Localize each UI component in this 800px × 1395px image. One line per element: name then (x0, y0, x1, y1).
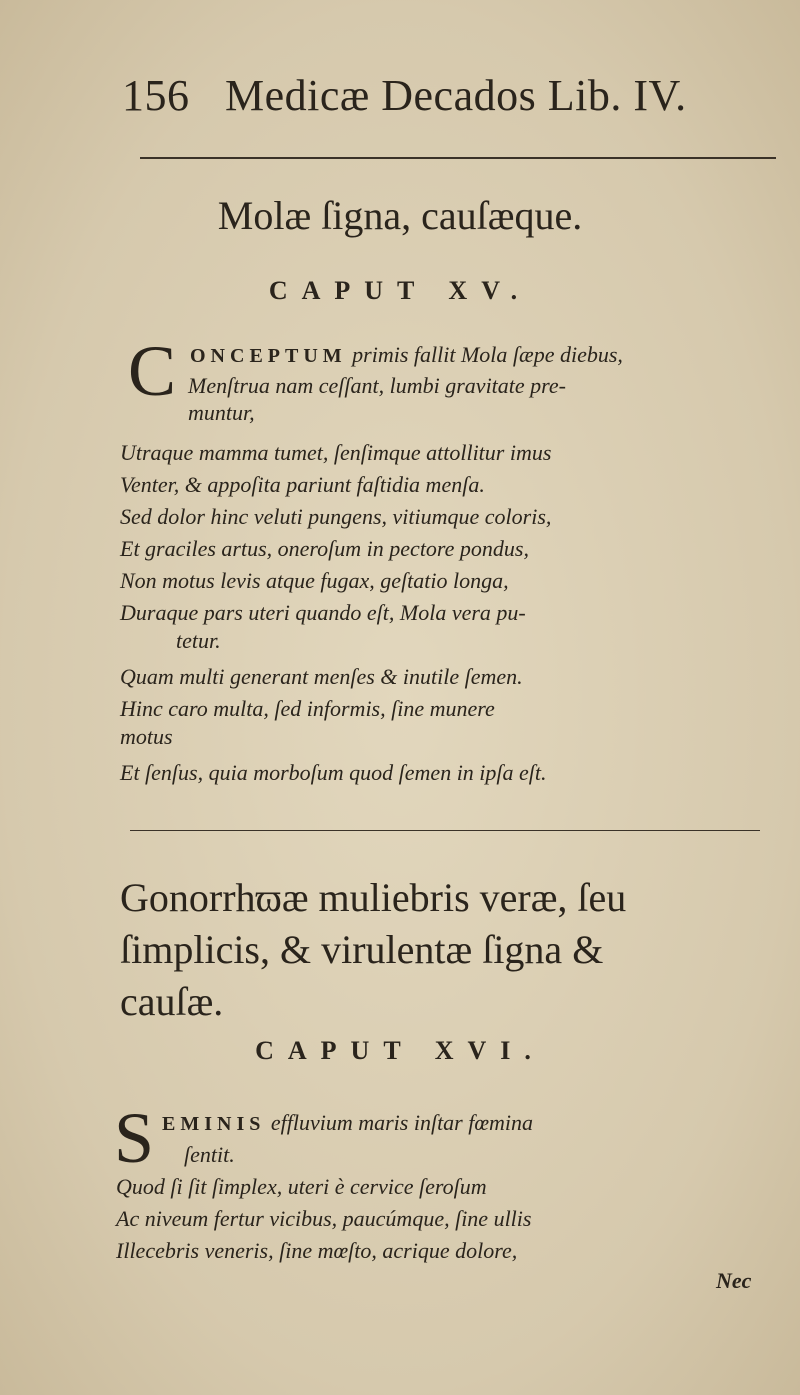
verse-line: Ac niveum fertur vicibus, paucúmque, ſine ullis (116, 1206, 532, 1231)
verse-line (190, 342, 800, 368)
page-header (122, 70, 742, 121)
verse-line: motus (120, 724, 173, 749)
section-divider-rule (130, 830, 760, 831)
section-title-line: Gonorrhϖæ muliebris veræ, ſeu (120, 875, 627, 920)
header-rule (140, 157, 776, 159)
verse-line: Non motus levis atque fugax, geſtatio longa, (120, 568, 509, 593)
chapter-heading-xv: CAPUT XV. (268, 276, 532, 305)
page-number: 156 (122, 71, 190, 120)
verse-lead-word: EMINIS (162, 1113, 266, 1135)
verse-line: Utraque mamma tumet, ſenſimque attollitur imus (120, 440, 552, 465)
section-title-gonorrhoea (120, 872, 780, 1028)
verse-line: Menſtrua nam ceſſant, lumbi gravitate pre- (188, 373, 567, 398)
verse-line: muntur, (188, 400, 255, 425)
verse-text: primis fallit Mola ſæpe diebus, (346, 342, 623, 367)
verse-line: Illecebris veneris, ſine mœſto, acrique dolore, (116, 1238, 518, 1263)
verse-line: Hinc caro multa, ſed informis, ſine munere (120, 696, 495, 721)
verse-line: Sed dolor hinc veluti pungens, vitiumque coloris, (120, 504, 552, 529)
drop-cap-c: C (128, 331, 177, 411)
verse-lead-word: ONCEPTUM (190, 345, 347, 367)
running-title: Medicæ Decados Lib. IV. (225, 71, 687, 120)
section-title-mola: Molæ ſigna, cauſæque. (217, 193, 583, 238)
drop-cap-s: S (114, 1098, 155, 1178)
chapter-heading-xvi: CAPUT XVI. (255, 1036, 545, 1065)
verse-text: effluvium maris inſtar fœmina (265, 1110, 534, 1135)
verse-line: Duraque pars uteri quando eſt, Mola vera pu- (120, 600, 526, 625)
verse-line: Quod ſi ſit ſimplex, uteri è cervice ſeroſum (116, 1174, 487, 1199)
verse-line: Et graciles artus, oneroſum in pectore pondus, (120, 536, 529, 561)
verse-line: Et ſenſus, quia morboſum quod ſemen in ipſa eſt. (120, 760, 547, 785)
verse-line: ſentit. (184, 1142, 235, 1167)
section-title-line: cauſæ. (120, 979, 224, 1024)
verse-line: Quam multi generant menſes & inutile ſemen. (120, 664, 523, 689)
verse-line: tetur. (176, 628, 221, 653)
verse-line: Venter, & appoſita pariunt faſtidia menſa. (120, 472, 485, 497)
verse-line (162, 1110, 800, 1136)
section-title-line: ſimplicis, & virulentæ ſigna & (120, 927, 604, 972)
catchword: Nec (716, 1268, 752, 1293)
